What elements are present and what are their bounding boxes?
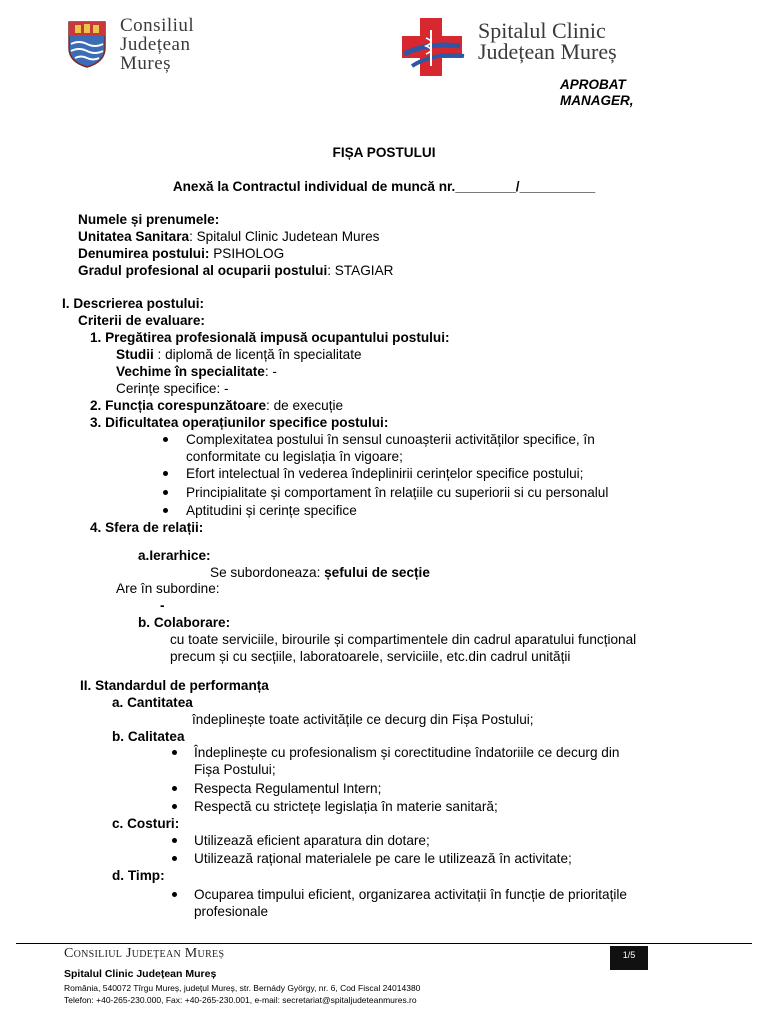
hospital-logo-line2: Județean Mureș <box>478 39 617 64</box>
section1-heading: I. Descrierea postului: <box>62 296 205 311</box>
specific-requirements: Cerințe specifice: - <box>116 381 229 396</box>
has-subordinates: Are în subordine: <box>116 581 220 596</box>
approval-line1: APROBAT <box>560 77 626 92</box>
quantity-label: a. Cantitatea <box>112 695 193 710</box>
item3-heading: 3. Dificultatea operațiunilor specifice postului: <box>90 415 389 430</box>
item2-value: : de execuție <box>266 398 344 413</box>
position-row <box>78 245 284 262</box>
studies-row <box>116 346 362 363</box>
hierarchy-label: a.Ierarhice: <box>138 548 211 563</box>
item4-heading: 4. Sfera de relații: <box>90 520 204 535</box>
council-logo-line3: Mureș <box>120 53 172 74</box>
council-logo-line1: Consiliul <box>120 15 195 36</box>
bullet-icon <box>172 750 177 755</box>
subordination-label: Se subordoneaza: <box>210 565 325 580</box>
difficulty-bullet-1: Complexitatea postului în sensul cunoașterii activităților specifice, în <box>186 432 595 447</box>
bullet-icon <box>163 508 168 513</box>
collaboration-line1: cu toate serviciile, birourile și compartimentele din cadrul aparatului funcțional <box>170 632 637 647</box>
seniority-value: : - <box>264 364 277 379</box>
studies-label: Studii <box>116 347 154 362</box>
bullet-icon <box>172 856 177 861</box>
studies-value: : diplomă de licență în specialitate <box>153 347 362 362</box>
bullet-icon <box>163 471 168 476</box>
grade-label: Gradul profesional al ocuparii postului <box>78 263 328 278</box>
unit-label: Unitatea Sanitara <box>78 229 190 244</box>
criteria-label: Criterii de evaluare: <box>78 313 205 328</box>
section2-heading: II. Standardul de performanța <box>80 678 269 693</box>
footer-council: Consiliul Județean Mureș <box>64 946 225 961</box>
quality-label: b. Calitatea <box>112 729 185 744</box>
council-logo-text <box>120 16 194 73</box>
page-number-badge: 1/5 <box>610 946 648 970</box>
item2-label: 2. Funcția corespunzătoare <box>90 398 267 413</box>
seniority-label: Vechime în specialitate <box>116 364 265 379</box>
collaboration-line2: precum și cu secțiile, laboratoarele, serviciile, etc.din cadrul unității <box>170 649 571 664</box>
costs-bullet-2: Utilizează rațional materialele pe care le utilizează în activitate; <box>194 851 572 866</box>
difficulty-bullet-1-cont: conformitate cu legislația în vigoare; <box>186 449 403 464</box>
quality-bullet-2: Respecta Regulamentul Intern; <box>194 781 382 796</box>
costs-label: c. Costuri: <box>112 816 180 831</box>
bullet-icon <box>172 786 177 791</box>
subordinates-dash: - <box>160 598 165 613</box>
collaboration-label: b. Colaborare: <box>138 615 231 630</box>
bullet-icon <box>163 490 168 495</box>
hospital-logo-text <box>478 20 617 62</box>
difficulty-bullet-3: Principialitate și comportament în relațiile cu superiorii si cu personalul <box>186 485 609 500</box>
hospital-cross-logo <box>398 16 466 78</box>
bullet-icon <box>172 838 177 843</box>
document-subtitle: Anexă la Contractul individual de muncă nr.________/__________ <box>172 179 596 194</box>
grade-row <box>78 262 393 279</box>
county-coat-of-arms-logo <box>67 20 107 68</box>
document-title: FIȘA POSTULUI <box>332 145 436 160</box>
time-label: d. Timp: <box>112 868 165 883</box>
quality-bullet-3: Respectă cu strictețe legislația în materie sanitară; <box>194 799 498 814</box>
bullet-icon <box>172 804 177 809</box>
difficulty-bullet-4: Aptitudini și cerințe specifice <box>186 503 357 518</box>
council-logo-line2: Județean <box>120 34 191 55</box>
seniority-row <box>116 363 277 380</box>
footer-address: România, 540072 Tîrgu Mureș, județul Mureș, str. Bernády György, nr. 6, Cod Fiscal 24014380 <box>64 983 421 993</box>
quality-bullet-1: Îndeplinește cu profesionalism și corectitudine îndatoriile ce decurg din <box>194 745 620 760</box>
footer-hospital: Spitalul Clinic Județean Mureș <box>64 968 217 980</box>
approval-line2: MANAGER, <box>560 93 634 108</box>
hospital-logo-line1: Spitalul Clinic <box>478 18 606 43</box>
unit-row <box>78 228 379 245</box>
difficulty-bullet-2: Efort intelectual în vederea îndeplinirii cerințelor specifice postului; <box>186 466 584 481</box>
item2-row <box>90 397 343 414</box>
bullet-icon <box>172 892 177 897</box>
costs-bullet-1: Utilizează eficient aparatura din dotare; <box>194 833 430 848</box>
quality-bullet-1-cont: Fișa Postului; <box>194 762 276 777</box>
unit-value: : Spitalul Clinic Judetean Mures <box>189 229 380 244</box>
approval-block <box>560 77 634 109</box>
quantity-text: îndeplinește toate activitățile ce decurg din Fișa Postului; <box>192 712 534 727</box>
position-value: PSIHOLOG <box>209 246 285 261</box>
footer-divider <box>16 943 752 944</box>
time-bullet-1: Ocuparea timpului eficient, organizarea activitații în funcție de prioritațile <box>194 887 627 902</box>
grade-value: : STAGIAR <box>327 263 394 278</box>
time-bullet-1-cont: profesionale <box>194 904 269 919</box>
bullet-icon <box>163 437 168 442</box>
subordination-value: șefului de secție <box>324 565 430 580</box>
footer-contact: Telefon: +40-265-230.000, Fax: +40-265-230.001, e-mail: secretariat@spitaljudeteanmures.ro <box>64 995 417 1005</box>
position-label: Denumirea postului: <box>78 246 210 261</box>
item1-heading: 1. Pregătirea profesională impusă ocupantului postului: <box>90 330 450 345</box>
subordination-row <box>210 564 430 581</box>
name-label: Numele și prenumele: <box>78 212 220 227</box>
